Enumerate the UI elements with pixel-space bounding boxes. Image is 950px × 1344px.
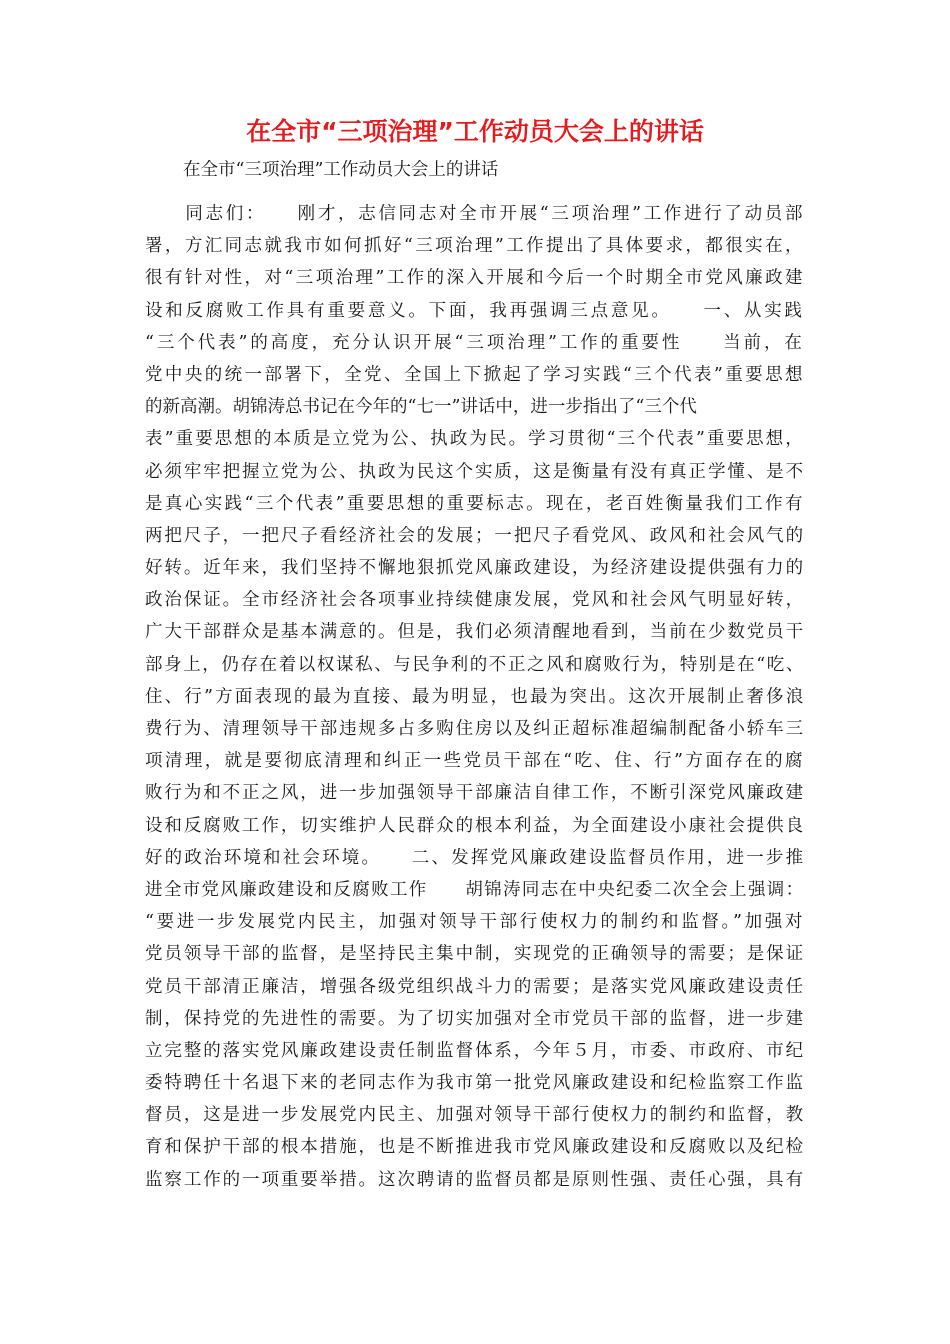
body-line: 制，保持党的先进性的需要。为了切实加强对全市党员干部的监督，进一步建 xyxy=(145,1008,805,1029)
body-line: 委特聘任十名退下来的老同志作为我市第一批党风廉政建设和纪检监察工作监 xyxy=(145,1073,805,1094)
body-line: 部身上，仍存在着以权谋私、与民争利的不正之风和腐败行为，特别是在“吃、 xyxy=(145,654,805,675)
body-line: 是真心实践“三个代表”重要思想的重要标志。现在，老百姓衡量我们工作有 xyxy=(145,493,805,514)
body-line: 项清理，就是要彻底清理和纠正一些党员干部在“吃、住、行”方面存在的腐 xyxy=(145,751,805,772)
body-line: 党员领导干部的监督，是坚持民主集中制，实现党的正确领导的需要；是保证 xyxy=(145,944,805,965)
body-line: 败行为和不正之风，进一步加强领导干部廉洁自律工作，不断引深党风廉政建 xyxy=(145,783,805,804)
body-line: 表”重要思想的本质是立党为公、执政为民。学习贯彻“三个代表”重要思想， xyxy=(145,429,805,450)
body-line: 进全市党风廉政建设和反腐败工作 胡锦涛同志在中央纪委二次全会上强调： xyxy=(145,879,805,900)
document-body xyxy=(145,198,805,1196)
body-line: 广大干部群众是基本满意的。但是，我们必须清醒地看到，当前在少数党员干 xyxy=(145,622,805,643)
body-line: 的新高潮。胡锦涛总书记在今年的“七一”讲话中，进一步指出了“三个代 xyxy=(145,397,697,418)
body-line: 政治保证。全市经济社会各项事业持续健康发展，党风和社会风气明显好转， xyxy=(145,590,805,611)
body-line: 住、行”方面表现的最为直接、最为明显，也最为突出。这次开展制止奢侈浪 xyxy=(145,686,806,707)
body-line: 好转。近年来，我们坚持不懈地狠抓党风廉政建设，为经济建设提供强有力的 xyxy=(145,558,805,579)
body-line: 育和保护干部的根本措施，也是不断推进我市党风廉政建设和反腐败以及纪检 xyxy=(145,1137,805,1158)
body-line: 监察工作的一项重要举措。这次聘请的监督员都是原则性强、责任心强，具有 xyxy=(145,1169,805,1190)
body-line: “三个代表”的高度，充分认识开展“三项治理”工作的重要性 当前，在 xyxy=(145,332,805,353)
document-subtitle: 在全市“三项治理”工作动员大会上的讲话 xyxy=(183,160,499,180)
body-line: 很有针对性，对“三项治理”工作的深入开展和今后一个时期全市党风廉政建 xyxy=(145,268,805,289)
body-line: 设和反腐败工作具有重要意义。下面，我再强调三点意见。 一、从实践 xyxy=(145,300,805,321)
body-line: 党员干部清正廉洁，增强各级党组织战斗力的需要；是落实党风廉政建设责任 xyxy=(145,976,805,997)
body-line: 必须牢牢把握立党为公、执政为民这个实质，这是衡量有没有真正学懂、是不 xyxy=(145,461,805,482)
body-line: “要进一步发展党内民主，加强对领导干部行使权力的制约和监督。”加强对 xyxy=(145,912,806,933)
body-line: 同志们： 刚才，志信同志对全市开展“三项治理”工作进行了动员部 xyxy=(145,204,806,224)
body-line: 督员，这是进一步发展党内民主、加强对领导干部行使权力的制约和监督，教 xyxy=(145,1105,805,1126)
body-line: 署，方汇同志就我市如何抓好“三项治理”工作提出了具体要求，都很实在， xyxy=(145,236,805,257)
body-line: 立完整的落实党风廉政建设责任制监督体系，今年５月，市委、市政府、市纪 xyxy=(145,1040,805,1061)
body-line: 费行为、清理领导干部违规多占多购住房以及纠正超标准超编制配备小轿车三 xyxy=(145,719,805,739)
body-line: 好的政治环境和社会环境。 二、发挥党风廉政建设监督员作用，进一步推 xyxy=(145,847,806,868)
body-line: 两把尺子，一把尺子看经济社会的发展；一把尺子看党风、政风和社会风气的 xyxy=(145,525,805,546)
body-line: 设和反腐败工作，切实维护人民群众的根本利益，为全面建设小康社会提供良 xyxy=(145,815,805,836)
document-title: 在全市“三项治理”工作动员大会上的讲话 xyxy=(246,117,704,146)
body-line: 党中央的统一部署下，全党、全国上下掀起了学习实践“三个代表”重要思想 xyxy=(145,364,805,385)
